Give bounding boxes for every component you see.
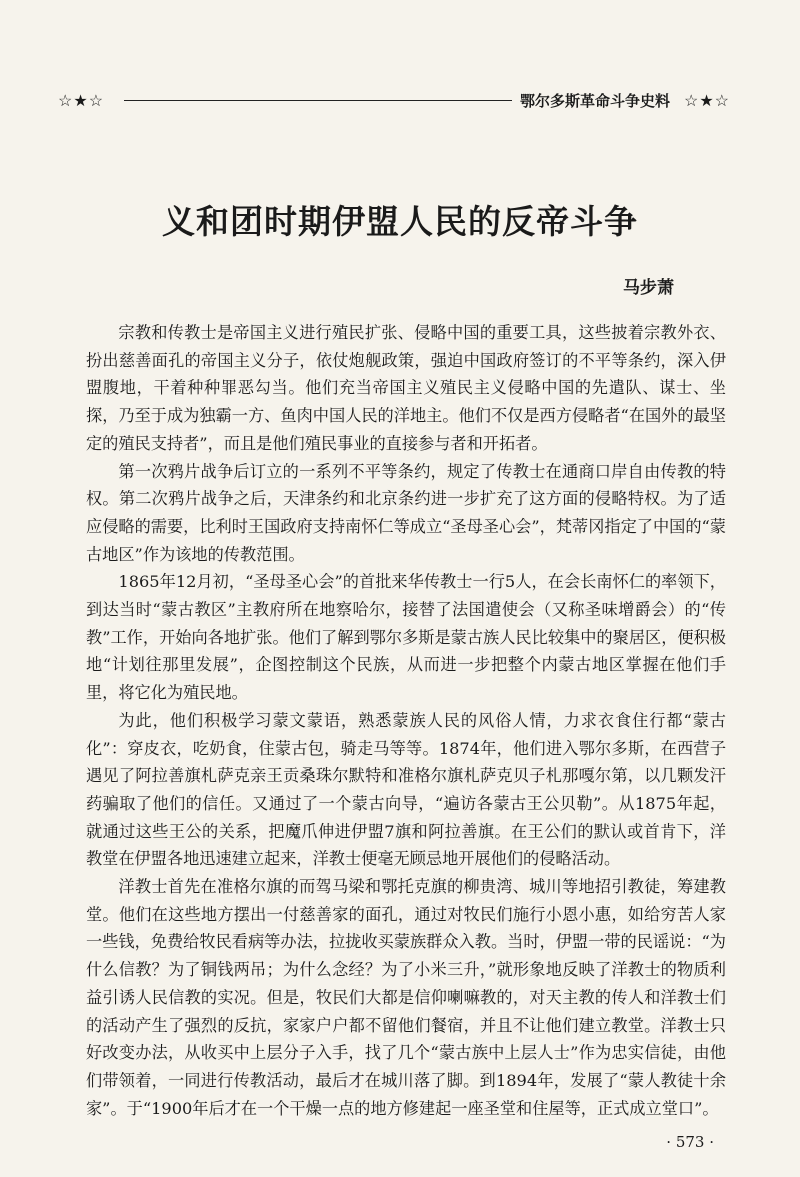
series-title: 鄂尔多斯革命斗争史料 [519,91,670,110]
article-author: 马步萧 [623,278,674,298]
article-title: 义和团时期伊盟人民的反帝斗争 [162,202,638,241]
header-rule [124,100,512,101]
page-number: · 573 · [666,1133,714,1151]
article-body [86,319,726,1122]
body-paragraph: 洋教士首先在准格尔旗的而驾马梁和鄂托克旗的柳贵湾、城川等地招引教徒，筹建教堂。他们在这些地方摆出一付慈善家的面孔，通过对牧民们施行小恩小惠，如给穷苦人家一些钱，免费给牧民看病等办法，拉拢收买蒙族群众入教。当时，伊盟一带的民谣说：“为什么信教？为了铜钱两吊；为什么念经？为了小米三升，”就形象地反映了洋教士的物质利益引诱人民信教的实况。但是，牧民们大都是信仰喇嘛教的，对天主教的传人和洋教士们的活动产生了强烈的反抗，家家户户都不留他们餐宿，并且不让他们建立教堂。洋教士只好改变办法，从收买中上层分子入手，找了几个“蒙古族中上层人士”作为忠实信徒，由他们带领着，一同进行传教活动，最后才在城川落了脚。到1894年，发展了“蒙人教徒十余家”。于“1900年后才在一个干燥一点的地方修建起一座圣堂和住屋等，正式成立堂口”。 [86,877,726,1118]
body-paragraph: 1865年12月初，“圣母圣心会”的首批来华传教士一行5人，在会长南怀仁的率领下，到达当时“蒙古教区”主教府所在地察哈尔，接替了法国遣使会（又称圣味增爵会）的“传教”工作，开始向各地扩张。他们了解到鄂尔多斯是蒙古族人民比较集中的聚居区，便积极地“计划往那里发展”，企图控制这个民族，从而进一步把整个内蒙古地区掌握在他们手里，将它化为殖民地。 [86,572,726,703]
body-paragraph: 为此，他们积极学习蒙文蒙语，熟悉蒙族人民的风俗人情，力求衣食住行都“蒙古化”：穿皮衣，吃奶食，住蒙古包，骑走马等等。1874年，他们进入鄂尔多斯，在西营子遇见了阿拉善旗札萨克亲王贡桑珠尔默特和准格尔旗札萨克贝子札那嘎尔第，以几颗发汗药骗取了他们的信任。又通过了一个蒙古向导，“遍访各蒙古王公贝勒”。从1875年起，就通过这些王公的关系，把魔爪伸进伊盟7旗和阿拉善旗。在王公们的默认或首肯下，洋教堂在伊盟各地迅速建立起来，洋教士便毫无顾忌地开展他们的侵略活动。 [86,710,726,869]
header-stars-right: ☆★☆ [683,90,730,110]
body-paragraph: 宗教和传教士是帝国主义进行殖民扩张、侵略中国的重要工具，这些披着宗教外衣、扮出慈善面孔的帝国主义分子，依仗炮舰政策，强迫中国政府签订的不平等条约，深入伊盟腹地，干着种种罪恶勾当。他们充当帝国主义殖民主义侵略中国的先遣队、谋士、坐探，乃至于成为独霸一方、鱼肉中国人民的洋地主。他们不仅是西方侵略者“在国外的最坚定的殖民支持者”，而且是他们殖民事业的直接参与者和开拓者。 [86,323,726,453]
header-stars-left: ☆★☆ [58,90,105,110]
running-header [58,88,730,112]
body-paragraph: 第一次鸦片战争后订立的一系列不平等条约，规定了传教士在通商口岸自由传教的特权。第二次鸦片战争之后，天津条约和北京条约进一步扩充了这方面的侵略特权。为了适应侵略的需要，比利时王国政府支持南怀仁等成立“圣母圣心会”，梵蒂冈指定了中国的“蒙古地区”作为该地的传教范围。 [86,461,726,564]
